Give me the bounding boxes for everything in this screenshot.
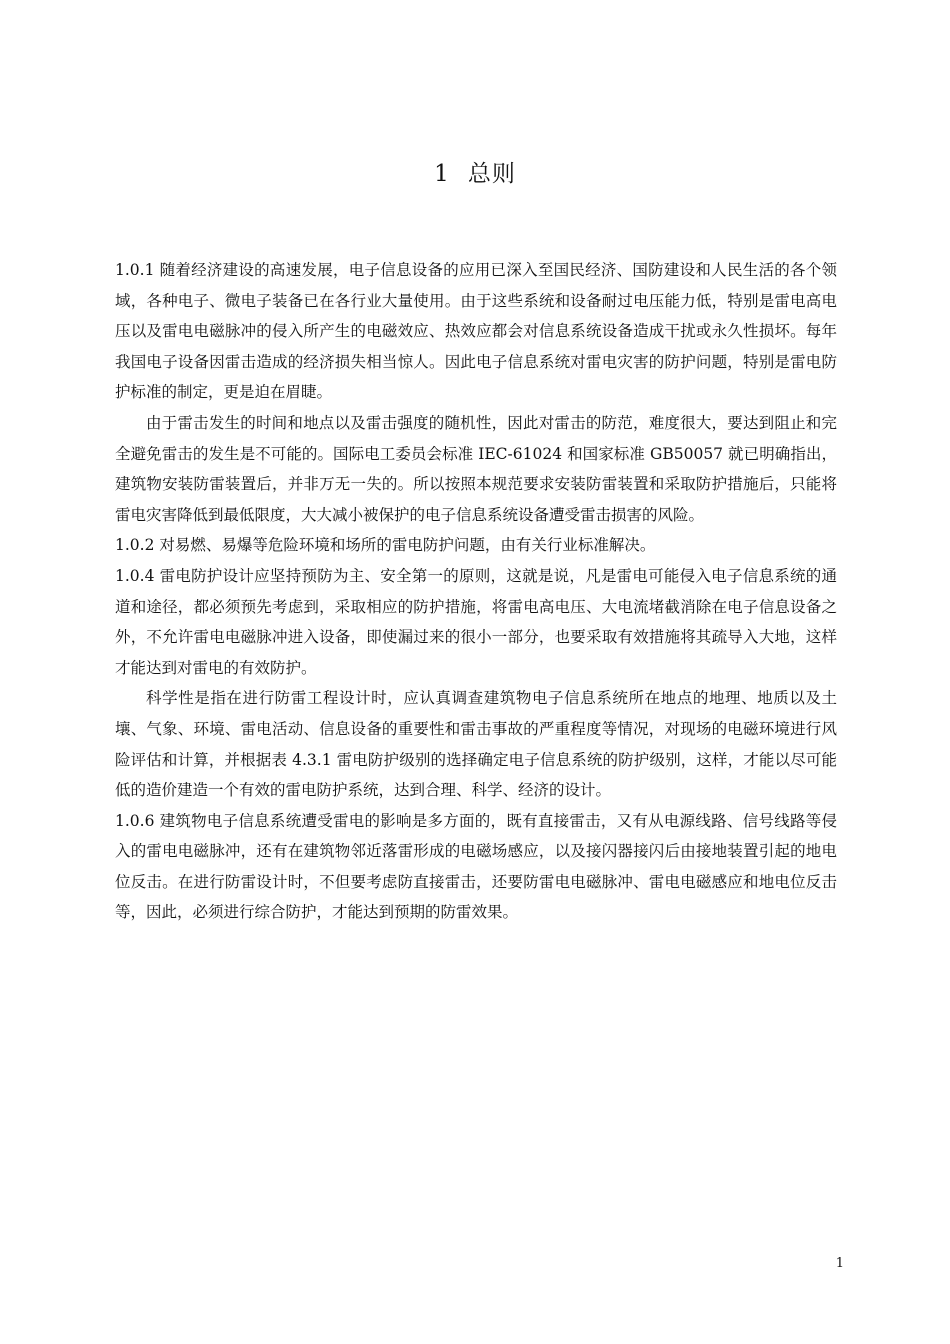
document-body xyxy=(115,255,837,928)
paragraph-1-0-1: 1.0.1 随着经济建设的高速发展，电子信息设备的应用已深入至国民经济、国防建设和人民生活的各个领域，各种电子、微电子装备已在各行业大量使用。由于这些系统和设备耐过电压能力低，特别是雷电高电压以及雷电电磁脉冲的侵入所产生的电磁效应、热效应都会对信息系统设备造成干扰或永久性损坏。每年我国电子设备因雷击造成的经济损失相当惊人。因此电子信息系统对雷电灾害的防护问题，特别是雷电防护标准的制定，更是迫在眉睫。 xyxy=(115,261,837,402)
chapter-title-text: 总则 xyxy=(467,161,516,187)
page-number: 1 xyxy=(835,1256,844,1271)
paragraph-1-0-6: 1.0.6 建筑物电子信息系统遭受雷电的影响是多方面的，既有直接雷击，又有从电源线路、信号线路等侵入的雷电电磁脉冲，还有在建筑物邻近落雷形成的电磁场感应，以及接闪器接闪后由接地装置引起的地电位反击。在进行防雷设计时，不但要考虑防直接雷击，还要防雷电电磁脉冲、雷电电磁感应和地电位反击等，因此，必须进行综合防护，才能达到预期的防雷效果。 xyxy=(115,811,837,922)
paragraph-1-0-4: 1.0.4 雷电防护设计应坚持预防为主、安全第一的原则，这就是说，凡是雷电可能侵入电子信息系统的通道和途径，都必须预先考虑到，采取相应的防护措施，将雷电高电压、大电流堵截消除在电子信息设备之外，不允许雷电电磁脉冲进入设备，即使漏过来的很小一部分，也要采取有效措施将其疏导入大地，这样才能达到对雷电的有效防护。 xyxy=(115,566,837,677)
paragraph-lightning-randomness: 由于雷击发生的时间和地点以及雷击强度的随机性，因此对雷击的防范，难度很大，要达到阻止和完全避免雷击的发生是不可能的。国际电工委员会标准 IEC-61024 和国家标准 GB50057 就已明确指出，建筑物安装防雷装置后，并非万无一失的。所以按照本规范要求安装防雷装置和采取防护措施后，只能将雷电灾害降低到最低限度，大大减小被保护的电子信息系统设备遭受雷击损害的风险。 xyxy=(115,413,837,524)
paragraph-1-0-2: 1.0.2 对易燃、易爆等危险环境和场所的雷电防护问题，由有关行业标准解决。 xyxy=(115,536,656,555)
chapter-title xyxy=(0,158,950,190)
paragraph-scientific-design: 科学性是指在进行防雷工程设计时，应认真调查建筑物电子信息系统所在地点的地理、地质以及土壤、气象、环境、雷电活动、信息设备的重要性和雷击事故的严重程度等情况，对现场的电磁环境进行风险评估和计算，并根据表 4.3.1 雷电防护级别的选择确定电子信息系统的防护级别，这样，才能以尽可能低的造价建造一个有效的雷电防护系统，达到合理、科学、经济的设计。 xyxy=(115,689,837,800)
chapter-number: 1 xyxy=(434,161,450,187)
